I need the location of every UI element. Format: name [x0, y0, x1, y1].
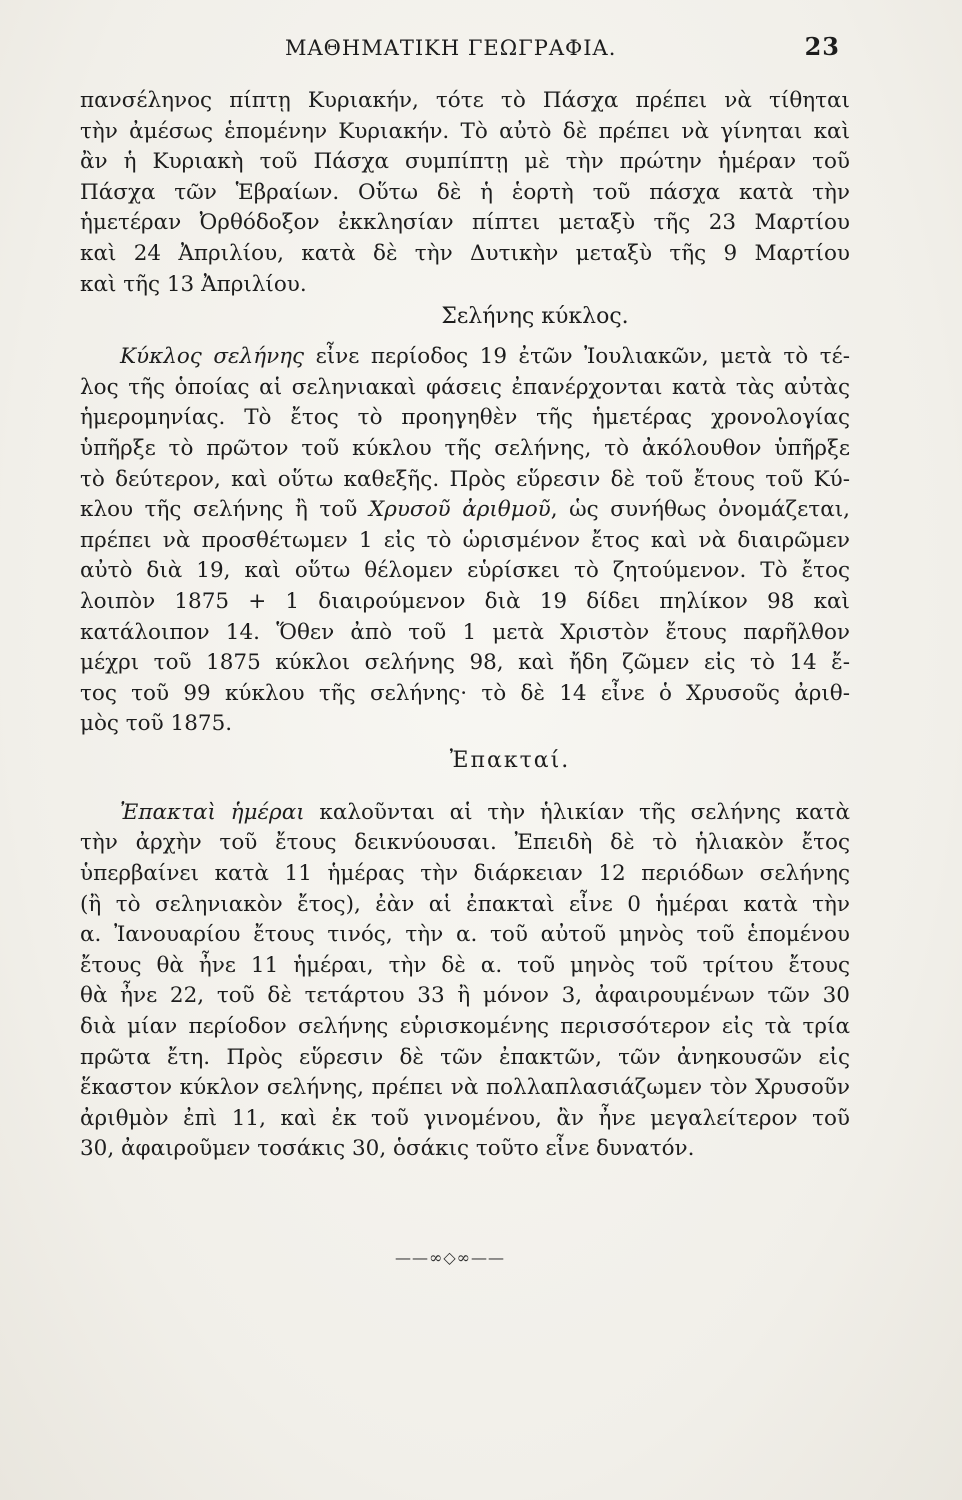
text-line: τὴν ἀμέσως ἑπομένην Κυριακήν. Τὸ αὐτὸ δὲ πρέπει νὰ γίνηται καὶ: [80, 118, 850, 144]
page-number: 23: [804, 32, 840, 61]
text-line: τὴν ἀρχὴν τοῦ ἔτους δεικνύουσαι. Ἐπειδὴ δὲ τὸ ἡλιακὸν ἔτος: [80, 830, 850, 856]
italic-term: Ἐπακταὶ ἡμέραι: [120, 799, 305, 825]
text-line: κατάλοιπον 14. Ὅθεν ἀπὸ τοῦ 1 μετὰ Χριστὸν ἔτους παρῆλθον: [80, 619, 850, 645]
text-line: ἔτους θὰ ἦνε 11 ἡμέραι, τὴν δὲ α. τοῦ μηνὸς τοῦ τρίτου ἔτους: [80, 952, 850, 978]
text-line: καὶ τῆς 13 Ἀπριλίου.: [80, 271, 307, 297]
text-line: ἀριθμὸν ἐπὶ 11, καὶ ἐκ τοῦ γινομένου, ἂν ἦνε μεγαλείτερον τοῦ: [80, 1105, 850, 1131]
text-line: Πάσχα τῶν Ἑβραίων. Οὕτω δὲ ἡ ἑορτὴ τοῦ πάσχα κατὰ τὴν: [80, 179, 850, 205]
text-line: λοιπὸν 1875 + 1 διαιρούμενον διὰ 19 δίδει πηλίκον 98 καὶ: [80, 588, 850, 614]
section-heading-epacts: Ἐπακταί.: [449, 747, 571, 773]
text-line: καὶ 24 Ἀπριλίου, κατὰ δὲ τὴν Δυτικὴν μεταξὺ τῆς 9 Μαρτίου: [80, 240, 850, 266]
text-line: ὑπερβαίνει κατὰ 11 ἡμέρας τὴν διάρκειαν 12 περιόδων σελήνης: [80, 861, 850, 887]
text-line: (ἢ τὸ σεληνιακὸν ἔτος), ἐὰν αἱ ἐπακταὶ εἶνε 0 ἡμέραι κατὰ τὴν: [80, 891, 850, 917]
text-line: ἡμερομηνίας. Τὸ ἔτος τὸ προηγηθὲν τῆς ἡμετέρας χρονολογίας: [80, 405, 850, 431]
text-run: καλοῦνται αἱ τὴν ἡλικίαν τῆς σελήνης κατὰ: [304, 799, 850, 825]
text-line: [80, 495, 850, 526]
paragraph-lunar-cycle: [80, 342, 850, 740]
text-line: πανσέληνος πίπτῃ Κυριακήν, τότε τὸ Πάσχα πρέπει νὰ τίθηται: [80, 88, 850, 113]
italic-term: Χρυσοῦ ἀριθμοῦ: [368, 497, 551, 523]
text-line: διὰ μίαν περίοδον σελήνης εὑρισκομένης περισσότερον εἰς τὰ τρία: [80, 1014, 850, 1040]
text-run: κλου τῆς σελήνης ἢ τοῦ: [80, 497, 369, 523]
text-line: πρέπει νὰ προσθέτωμεν 1 εἰς τὸ ὡρισμένον ἔτος καὶ νὰ διαιρῶμεν: [80, 527, 850, 553]
text-line: ὑπῆρξε τὸ πρῶτον τοῦ κύκλου τῆς σελήνης, τὸ ἀκόλουθον ὑπῆρξε: [80, 435, 850, 461]
text-line: ἕκαστον κύκλον σελήνης, πρέπει νὰ πολλαπλασιάζωμεν τὸν Χρυσοῦν: [80, 1075, 850, 1101]
text-line: α. Ἰανουαρίου ἔτους τινός, τὴν α. τοῦ αὐτοῦ μηνὸς τοῦ ἑπομένου: [80, 922, 850, 948]
text-line: λος τῆς ὁποίας αἱ σεληνιακαὶ φάσεις ἐπανέρχονται κατὰ τὰς αὐτὰς: [80, 374, 850, 400]
spacer: [80, 778, 850, 798]
text-line: ἡμετέραν Ὀρθόδοξον ἐκκλησίαν πίπτει μεταξὺ τῆς 23 Μαρτίου: [80, 210, 850, 236]
text-line: θὰ ἦνε 22, τοῦ δὲ τετάρτου 33 ἢ μόνον 3, ἀφαιρουμένων τῶν 30: [80, 983, 850, 1009]
text-run: εἶνε περίοδος 19 ἐτῶν Ἰουλιακῶν, μετὰ τὸ τέ-: [304, 344, 850, 370]
paragraph-easter-rule: [80, 86, 850, 300]
running-title: ΜΑΘΗΜΑΤΙΚΗ ΓΕΩΓΡΑΦΙΑ.: [285, 36, 617, 60]
running-header: [80, 32, 840, 62]
page-body: [80, 86, 850, 1165]
text-line: 30, ἀφαιροῦμεν τοσάκις 30, ὁσάκις τοῦτο εἶνε δυνατόν.: [80, 1136, 695, 1162]
text-line: ἂν ἡ Κυριακὴ τοῦ Πάσχα συμπίπτῃ μὲ τὴν πρώτην ἡμέραν τοῦ: [80, 149, 850, 175]
section-heading-lunar-cycle: Σελήνης κύκλος.: [441, 304, 629, 330]
text-line: αὐτὸ διὰ 19, καὶ οὕτω θέλομεν εὑρίσκει τὸ ζητούμενον. Τὸ ἔτος: [80, 558, 850, 584]
text-line: τὸ δεύτερον, καὶ οὕτω καθεξῆς. Πρὸς εὕρεσιν δὲ τοῦ ἔτους τοῦ Κύ-: [80, 466, 850, 492]
text-line: [80, 342, 850, 373]
spacer: [80, 334, 850, 342]
text-line: τος τοῦ 99 κύκλου τῆς σελήνης· τὸ δὲ 14 εἶνε ὁ Χρυσοῦς ἀριθ-: [80, 680, 850, 706]
text-line: μὸς τοῦ 1875.: [80, 711, 233, 737]
text-line: [80, 798, 850, 829]
text-run: , ὡς συνήθως ὀνομάζεται,: [550, 497, 851, 523]
text-line: πρῶτα ἔτη. Πρὸς εὕρεσιν δὲ τῶν ἐπακτῶν, τῶν ἀνηκουσῶν εἰς: [80, 1044, 850, 1070]
ornament-divider: ——∞◇∞——: [395, 1248, 505, 1267]
paragraph-epacts: [80, 798, 850, 1165]
italic-term: Κύκλος σελήνης: [120, 344, 305, 370]
text-line: μέχρι τοῦ 1875 κύκλοι σελήνης 98, καὶ ἤδη ζῶμεν εἰς τὸ 14 ἔ-: [80, 650, 850, 676]
